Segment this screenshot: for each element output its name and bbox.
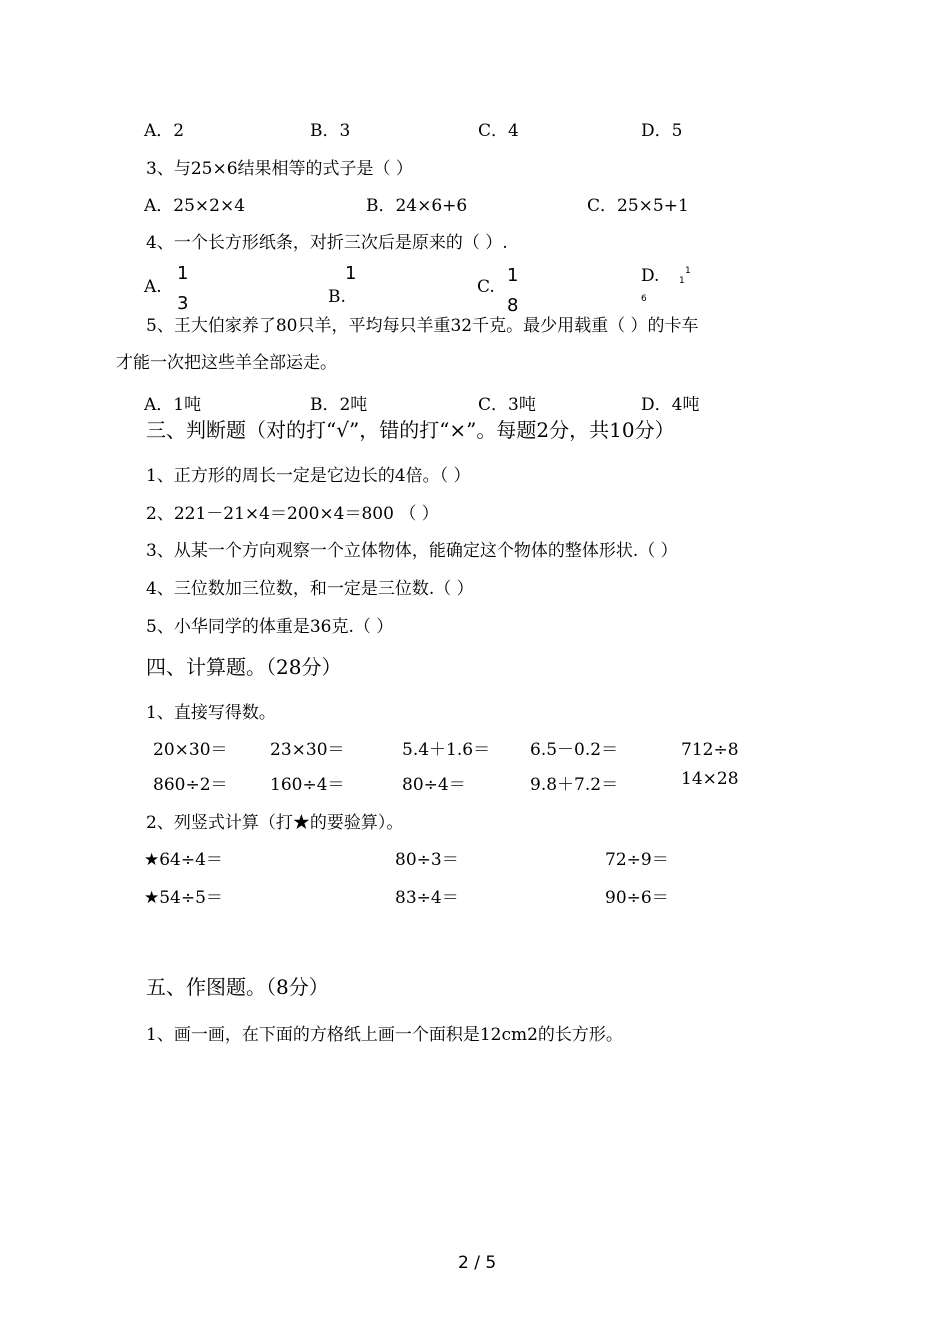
vertical-calc-item: 90÷6＝ bbox=[605, 888, 669, 908]
q3-option-a: A．25×2×4 bbox=[144, 196, 246, 216]
section3-item-3: 3、从某一个方向观察一个立体物体，能确定这个物体的整体形状.（ ） bbox=[146, 541, 678, 561]
q3-stem: 3、与25×6结果相等的式子是（ ） bbox=[146, 159, 413, 179]
q4-option-b-numerator: 1 bbox=[345, 263, 357, 284]
calc-item: 6.5－0.2＝ bbox=[530, 740, 619, 760]
q4-option-c-denominator: 8 bbox=[507, 295, 519, 316]
q3-option-b: B．24×6+6 bbox=[366, 196, 468, 216]
q5-option-d: D．4吨 bbox=[641, 395, 700, 415]
vertical-calc-item: ★54÷5＝ bbox=[144, 888, 223, 908]
q4-option-b-label: B. bbox=[328, 287, 346, 307]
calc-item: 160÷4＝ bbox=[270, 775, 345, 795]
page-number: 2 / 5 bbox=[458, 1253, 497, 1273]
q2-option-a: A．2 bbox=[144, 121, 185, 141]
section3-title: 三、判断题（对的打“√”，错的打“×”。每题2分，共10分） bbox=[146, 418, 675, 442]
q4-stem: 4、一个长方形纸条，对折三次后是原来的（ ）. bbox=[146, 233, 508, 253]
vertical-calc-item: 83÷4＝ bbox=[395, 888, 459, 908]
q2-option-c: C．4 bbox=[478, 121, 519, 141]
vertical-calc-item: 80÷3＝ bbox=[395, 850, 459, 870]
q4-option-a-label: A. bbox=[144, 277, 162, 297]
calc-item: 860÷2＝ bbox=[153, 775, 228, 795]
section4-sub1: 1、直接写得数。 bbox=[146, 703, 276, 723]
vertical-calc-item: ★64÷4＝ bbox=[144, 850, 223, 870]
calc-item: 14×28 bbox=[681, 769, 739, 789]
q5-stem-line1: 5、王大伯家养了80只羊，平均每只羊重32千克。最少用载重（ ）的卡车 bbox=[146, 316, 699, 336]
q4-option-a-numerator: 1 bbox=[177, 263, 189, 284]
calc-item: 80÷4＝ bbox=[402, 775, 466, 795]
q4-option-d-superscript: 1 bbox=[685, 266, 691, 276]
calc-item: 712÷8 bbox=[681, 740, 739, 760]
q4-option-c-label: C. bbox=[477, 277, 495, 297]
calc-item: 9.8＋7.2＝ bbox=[530, 775, 619, 795]
q4-option-c-numerator: 1 bbox=[507, 265, 519, 286]
calc-item: 23×30＝ bbox=[270, 740, 345, 760]
q5-option-a: A．1吨 bbox=[144, 395, 202, 415]
q5-option-c: C．3吨 bbox=[478, 395, 536, 415]
q4-option-d-denominator: 6 bbox=[641, 294, 647, 304]
q5-stem-line2: 才能一次把这些羊全部运走。 bbox=[116, 353, 337, 373]
q2-option-d: D．5 bbox=[641, 121, 683, 141]
section5-title: 五、作图题。（8分） bbox=[146, 975, 329, 999]
section4-title: 四、计算题。（28分） bbox=[146, 655, 342, 679]
q3-option-c: C．25×5+1 bbox=[587, 196, 689, 216]
q4-option-a-denominator: 3 bbox=[177, 293, 189, 314]
section3-item-5: 5、小华同学的体重是36克.（ ） bbox=[146, 617, 394, 637]
section3-item-1: 1、正方形的周长一定是它边长的4倍。（ ） bbox=[146, 466, 471, 486]
q4-option-d-label: D. bbox=[641, 266, 660, 286]
vertical-calc-item: 72÷9＝ bbox=[605, 850, 669, 870]
section4-sub2: 2、列竖式计算（打★的要验算）。 bbox=[146, 813, 404, 833]
q4-option-d-numerator: 1 bbox=[679, 276, 685, 286]
section3-item-2: 2、221－21×4＝200×4＝800 （ ） bbox=[146, 504, 439, 524]
calc-item: 20×30＝ bbox=[153, 740, 228, 760]
section3-item-4: 4、三位数加三位数，和一定是三位数.（ ） bbox=[146, 579, 474, 599]
calc-item: 5.4＋1.6＝ bbox=[402, 740, 491, 760]
q5-option-b: B．2吨 bbox=[310, 395, 368, 415]
q2-option-b: B．3 bbox=[310, 121, 351, 141]
section5-item-1: 1、画一画，在下面的方格纸上画一个面积是12cm2的长方形。 bbox=[146, 1025, 623, 1045]
